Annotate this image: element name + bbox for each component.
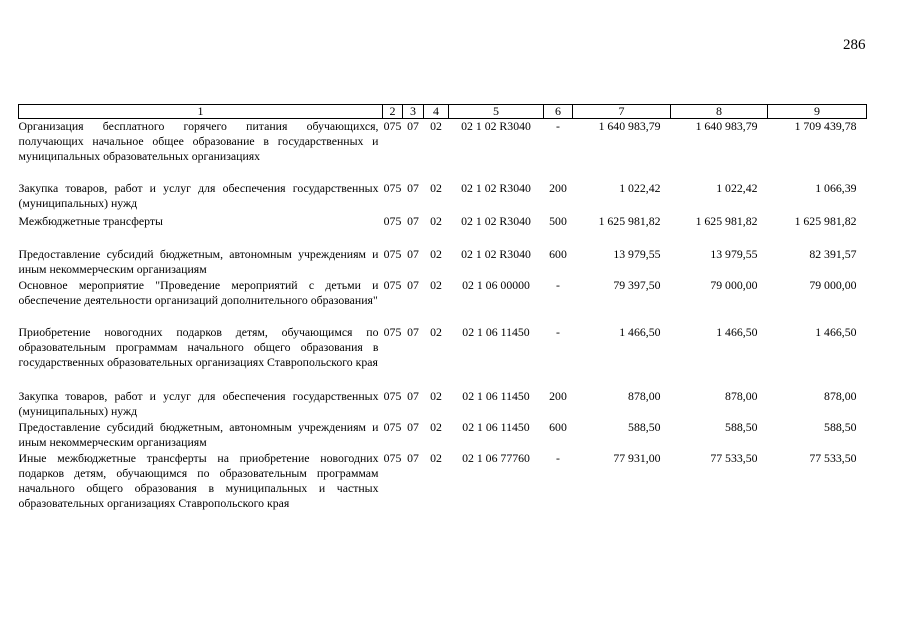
row-amount-2: 1 466,50 <box>716 324 758 339</box>
row-ministry-code: 075 <box>383 213 402 228</box>
row-subsection-code: 02 <box>430 324 442 339</box>
row-amount-1: 588,50 <box>628 419 661 434</box>
row-subsection-code: 02 <box>430 119 442 133</box>
row-amount-2: 588,50 <box>725 419 758 434</box>
row-name: Организация бесплатного горячего питания обучающихся, получающих начальное общее образование в государственных и муниципальных образовательных организациях <box>18 119 379 163</box>
row-target-code: 02 1 06 00000 <box>462 277 530 292</box>
row-name: Иные межбюджетные трансферты на приобретение новогодних подарков детям, обучающимся по образовательным программам начального общего образования в муниципальных и частных образовательных организациях Ставропольского края <box>18 450 379 510</box>
row-amount-1: 77 931,00 <box>613 450 661 465</box>
column-header: 1 <box>19 105 383 119</box>
row-name: Закупка товаров, работ и услуг для обеспечения государственных (муниципальных) нужд <box>18 388 379 418</box>
row-section-code: 07 <box>407 213 419 228</box>
row-target-code: 02 1 02 R3040 <box>461 119 531 133</box>
row-target-code: 02 1 06 11450 <box>462 419 530 434</box>
column-header: 9 <box>768 105 867 119</box>
row-name: Предоставление субсидий бюджетным, автономным учреждениям и иным некоммерческим организациям <box>18 246 379 276</box>
row-subsection-code: 02 <box>430 246 442 261</box>
row-amount-1: 79 397,50 <box>613 277 661 292</box>
page-number: 286 <box>843 37 866 53</box>
row-ministry-code: 075 <box>383 324 402 339</box>
table-row <box>19 451 867 513</box>
row-amount-3: 77 533,50 <box>809 450 857 465</box>
row-subsection-code: 02 <box>430 450 442 465</box>
row-ministry-code: 075 <box>383 246 402 261</box>
column-header: 3 <box>403 105 424 119</box>
row-section-code: 07 <box>407 388 419 403</box>
table-row <box>19 247 867 278</box>
row-subsection-code: 02 <box>430 419 442 434</box>
row-expense-type: 500 <box>549 213 567 228</box>
row-name: Межбюджетные трансферты <box>18 213 163 228</box>
row-section-code: 07 <box>407 246 419 261</box>
row-name: Закупка товаров, работ и услуг для обеспечения государственных (муниципальных) нужд <box>18 180 379 210</box>
row-section-code: 07 <box>407 180 419 195</box>
column-header: 8 <box>671 105 768 119</box>
row-name: Предоставление субсидий бюджетным, автономным учреждениям и иным некоммерческим организациям <box>18 419 379 449</box>
row-amount-2: 77 533,50 <box>710 450 758 465</box>
table-row <box>19 278 867 325</box>
row-subsection-code: 02 <box>430 213 442 228</box>
table-row <box>19 389 867 420</box>
row-section-code: 07 <box>407 277 419 292</box>
row-amount-3: 878,00 <box>824 388 857 403</box>
budget-table <box>18 104 867 513</box>
row-amount-2: 878,00 <box>725 388 758 403</box>
row-amount-1: 13 979,55 <box>613 246 661 261</box>
row-section-code: 07 <box>407 450 419 465</box>
column-header: 2 <box>383 105 403 119</box>
row-section-code: 07 <box>407 419 419 434</box>
row-target-code: 02 1 06 77760 <box>462 450 530 465</box>
row-amount-1: 1 466,50 <box>619 324 661 339</box>
row-subsection-code: 02 <box>430 180 442 195</box>
row-name: Приобретение новогодних подарков детям, обучающимся по образовательным программам начального общего образования в государственных образовательных организациях Ставропольского края <box>18 324 379 369</box>
row-target-code: 02 1 06 11450 <box>462 324 530 339</box>
table-row <box>19 119 867 181</box>
row-subsection-code: 02 <box>430 277 442 292</box>
row-amount-3: 588,50 <box>824 419 857 434</box>
row-expense-type: - <box>556 324 560 339</box>
table-row <box>19 214 867 247</box>
row-amount-1: 878,00 <box>628 388 661 403</box>
row-amount-3: 1 466,50 <box>815 324 857 339</box>
column-header: 5 <box>449 105 544 119</box>
row-amount-2: 13 979,55 <box>710 246 758 261</box>
row-amount-2: 1 640 983,79 <box>695 119 758 133</box>
row-amount-2: 79 000,00 <box>710 277 758 292</box>
row-expense-type: - <box>556 119 560 133</box>
row-name: Основное мероприятие "Проведение мероприятий с детьми и обеспечение деятельности организаций дополнительного образования" <box>18 277 379 307</box>
row-amount-1: 1 640 983,79 <box>598 119 661 133</box>
row-ministry-code: 075 <box>383 450 402 465</box>
table-row <box>19 420 867 451</box>
row-amount-3: 1 066,39 <box>815 180 857 195</box>
row-ministry-code: 075 <box>383 388 402 403</box>
header-row <box>19 105 867 119</box>
row-ministry-code: 075 <box>383 119 402 133</box>
row-target-code: 02 1 02 R3040 <box>461 246 531 261</box>
row-target-code: 02 1 06 11450 <box>462 388 530 403</box>
row-expense-type: 600 <box>549 246 567 261</box>
row-section-code: 07 <box>407 324 419 339</box>
row-amount-3: 79 000,00 <box>809 277 857 292</box>
row-amount-3: 82 391,57 <box>809 246 857 261</box>
table-row <box>19 181 867 214</box>
row-target-code: 02 1 02 R3040 <box>461 180 531 195</box>
row-expense-type: - <box>556 277 560 292</box>
column-header: 7 <box>573 105 671 119</box>
row-expense-type: 600 <box>549 419 567 434</box>
row-target-code: 02 1 02 R3040 <box>461 213 531 228</box>
row-amount-1: 1 022,42 <box>619 180 661 195</box>
row-section-code: 07 <box>407 119 419 133</box>
row-expense-type: - <box>556 450 560 465</box>
row-ministry-code: 075 <box>383 419 402 434</box>
table-row <box>19 325 867 389</box>
row-amount-2: 1 625 981,82 <box>695 213 758 228</box>
row-subsection-code: 02 <box>430 388 442 403</box>
column-header: 4 <box>424 105 449 119</box>
column-header: 6 <box>544 105 573 119</box>
row-amount-3: 1 625 981,82 <box>794 213 857 228</box>
row-expense-type: 200 <box>549 388 567 403</box>
row-ministry-code: 075 <box>383 180 402 195</box>
row-amount-1: 1 625 981,82 <box>598 213 661 228</box>
row-amount-3: 1 709 439,78 <box>794 119 857 133</box>
row-ministry-code: 075 <box>383 277 402 292</box>
row-expense-type: 200 <box>549 180 567 195</box>
row-amount-2: 1 022,42 <box>716 180 758 195</box>
